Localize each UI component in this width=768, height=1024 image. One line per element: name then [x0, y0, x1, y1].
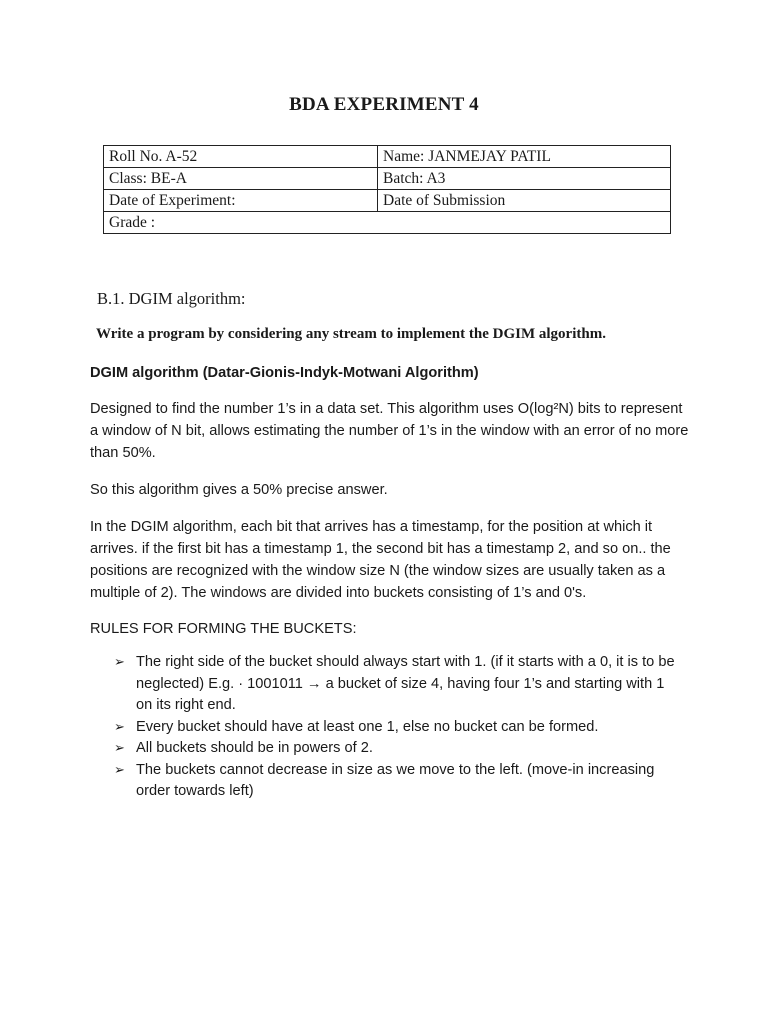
student-info-table — [103, 145, 671, 234]
arrow-bullet-icon: ➢ — [114, 655, 125, 670]
arrow-bullet-icon: ➢ — [114, 719, 125, 735]
paragraph-timestamps: In the DGIM algorithm, each bit that arrives has a timestamp, for the position at which it arrives. if the first bit has a timestamp 1, the second bit has a timestamp 2, and so on.. the positions are recognized with the window size N (the window sizes are usually taken as a multiple of 2). The windows are divided into buckets consisting of 1’s and 0's. — [90, 519, 671, 601]
list-item — [114, 717, 684, 739]
grade-cell: Grade : — [104, 212, 671, 234]
roll-no-cell: Roll No. A-52 — [104, 146, 378, 168]
task-statement: Write a program by considering any stream to implement the DGIM algorithm. — [96, 326, 606, 342]
date-of-submission-cell: Date of Submission — [378, 190, 671, 212]
date-of-experiment-cell: Date of Experiment: — [104, 190, 378, 212]
section-heading: B.1. DGIM algorithm: — [97, 289, 246, 308]
table-row — [104, 146, 671, 168]
table-row — [104, 190, 671, 212]
rule-text: The buckets cannot decrease in size as we move to the left. (move-in increasing order towards left) — [136, 761, 655, 799]
class-cell: Class: BE-A — [104, 168, 378, 190]
document-title: BDA EXPERIMENT 4 — [289, 94, 479, 115]
name-cell: Name: JANMEJAY PATIL — [378, 146, 671, 168]
list-item — [114, 760, 684, 803]
table-row — [104, 212, 671, 234]
rule-text: Every bucket should have at least one 1, else no bucket can be formed. — [136, 718, 599, 735]
arrow-bullet-icon: ➢ — [114, 741, 125, 756]
rules-heading: RULES FOR FORMING THE BUCKETS: — [90, 621, 357, 637]
batch-cell: Batch: A3 — [378, 168, 671, 190]
arrow-bullet-icon: ➢ — [114, 762, 125, 778]
list-item — [114, 652, 684, 717]
paragraph-description: Designed to find the number 1’s in a data set. This algorithm uses O(log²N) bits to represent a window of N bit, allows estimating the number of 1’s in the window with an error of no more than 50%. — [90, 401, 689, 461]
rules-list — [114, 652, 684, 803]
rule-text: All buckets should be in powers of 2. — [136, 740, 373, 756]
table-row — [104, 168, 671, 190]
algorithm-subheading: DGIM algorithm (Datar-Gionis-Indyk-Motwani Algorithm) — [90, 365, 479, 381]
paragraph-precision: So this algorithm gives a 50% precise answer. — [90, 482, 388, 498]
list-item — [114, 738, 684, 760]
rule-text: The right side of the bucket should always start with 1. (if it starts with a 0, it is to be neglected) E.g. · 1001011 → a bucket of size 4, having four 1’s and starting with 1 on its right end. — [136, 654, 675, 713]
